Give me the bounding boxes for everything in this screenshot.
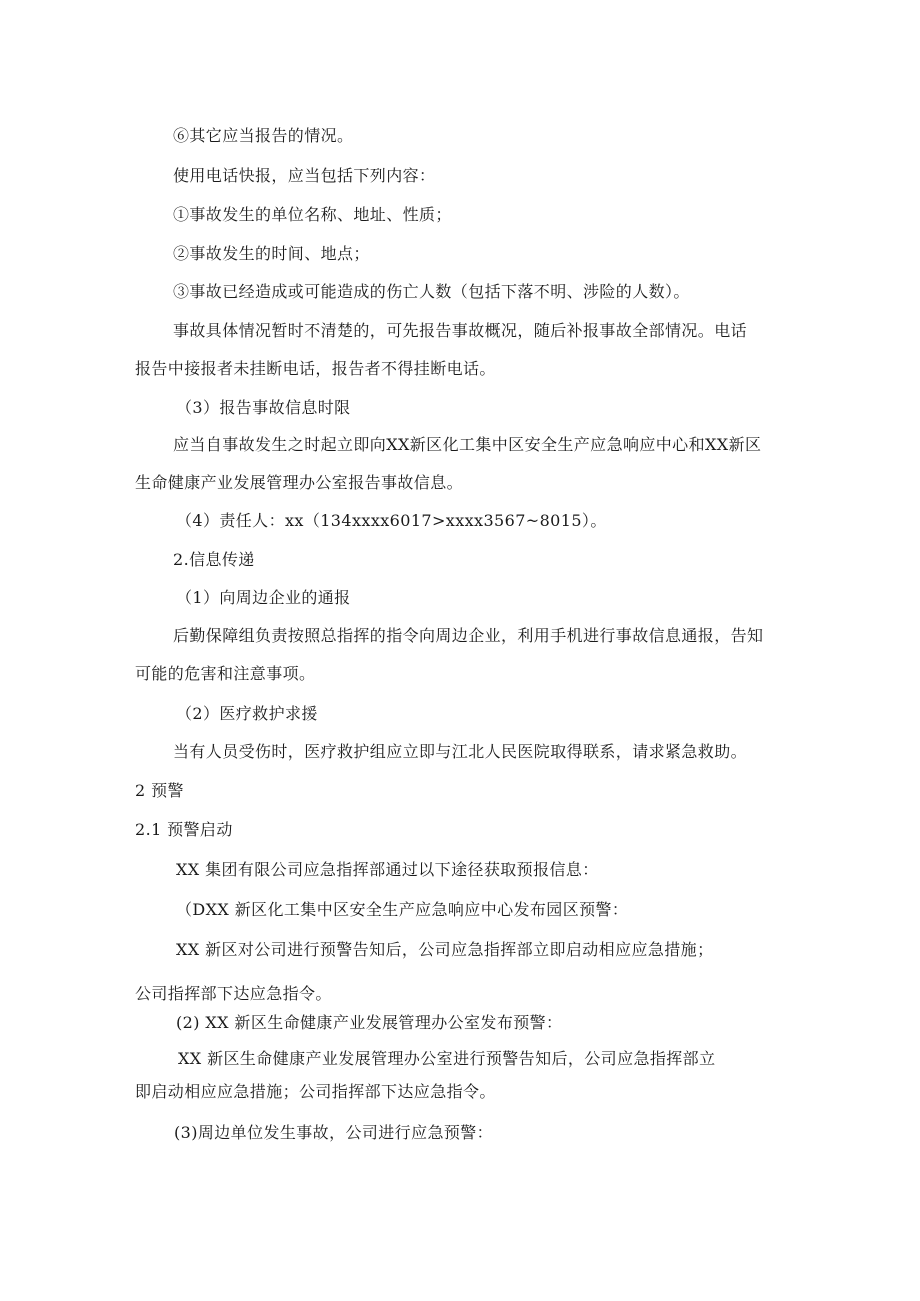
text-line: ③事故已经造成或可能造成的伤亡人数（包括下落不明、涉险的人数）。 (173, 282, 690, 301)
text-line: 可能的危害和注意事项。 (135, 664, 316, 683)
section-heading: 2.信息传递 (173, 550, 255, 569)
text-line: 公司指挥部下达应急指令。 (135, 984, 332, 1003)
text-line: （2）医疗救护求援 (176, 704, 318, 723)
text-line: ⑥其它应当报告的情况。 (173, 126, 354, 145)
text-line: 报告中接报者未挂断电话，报告者不得挂断电话。 (135, 359, 496, 378)
text-line: ①事故发生的单位名称、地址、性质； (173, 205, 452, 224)
text-line: （3）报告事故信息时限 (176, 398, 351, 417)
text-line: （4）责任人：xx（134xxxx6017>xxxx3567~8015）。 (176, 511, 607, 530)
text-line: （1）向周边企业的通报 (176, 588, 351, 607)
text-line: 事故具体情况暂时不清楚的，可先报告事故概况，随后补报事故全部情况。电话 (173, 321, 748, 340)
text-line: （DXX 新区化工集中区安全生产应急响应中心发布园区预警： (176, 900, 629, 919)
text-line: 即启动相应应急措施；公司指挥部下达应急指令。 (135, 1082, 496, 1101)
text-line: XX 新区对公司进行预警告知后，公司应急指挥部立即启动相应应急措施； (176, 940, 714, 959)
text-line: 应当自事故发生之时起立即向XX新区化工集中区安全生产应急响应中心和XX新区 (173, 435, 762, 454)
text-line: 使用电话快报，应当包括下列内容： (173, 166, 436, 185)
text-line: 当有人员受伤时，医疗救护组应立即与江北人民医院取得联系，请求紧急救助。 (173, 742, 748, 761)
text-line: ②事故发生的时间、地点； (173, 244, 370, 263)
text-line: 生命健康产业发展管理办公室报告事故信息。 (135, 473, 464, 492)
text-line: 后勤保障组负责按照总指挥的指令向周边企业，利用手机进行事故信息通报，告知 (173, 626, 764, 645)
text-line: (3)周边单位发生事故，公司进行应急预警： (174, 1123, 494, 1142)
text-line: XX 新区生命健康产业发展管理办公室进行预警告知后，公司应急指挥部立 (178, 1049, 716, 1068)
text-line: XX 集团有限公司应急指挥部通过以下途径获取预报信息： (176, 860, 599, 879)
text-line: (2) XX 新区生命健康产业发展管理办公室发布预警： (176, 1013, 563, 1032)
section-heading: 2.1 预警启动 (135, 820, 233, 839)
section-heading: 2 预警 (135, 781, 184, 800)
